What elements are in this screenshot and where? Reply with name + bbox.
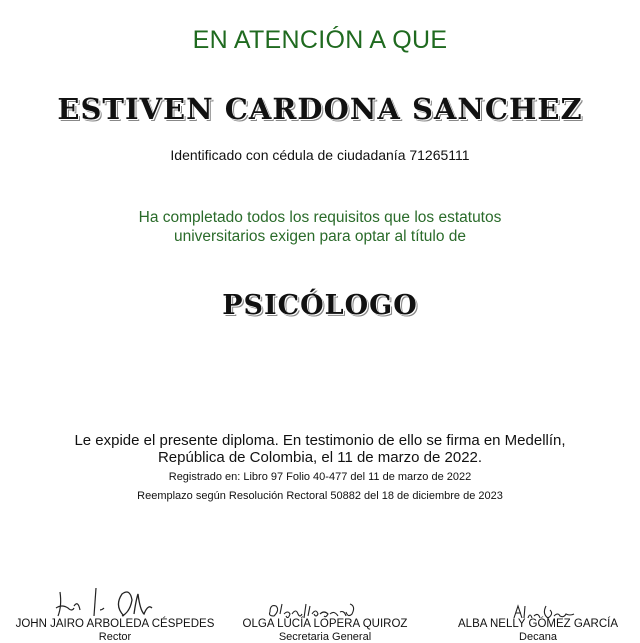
degree-title: PSICÓLOGO <box>222 290 418 321</box>
signature-rector <box>52 586 162 622</box>
issue-statement <box>0 432 640 466</box>
signatory-name: JOHN JAIRO ARBOLEDA CÉSPEDES <box>15 618 215 630</box>
replacement-note: Reemplazo según Resolución Rectoral 50882 del 18 de diciembre de 2023 <box>137 490 503 502</box>
certificate-heading: EN ATENCIÓN A QUE <box>192 26 448 54</box>
statement-line-1: Ha completado todos los requisitos que los estatutos <box>138 209 502 226</box>
registration-note: Registrado en: Libro 97 Folio 40-477 del 11 de marzo de 2022 <box>168 471 472 483</box>
statement-line-2: universitarios exigen para optar al título de <box>173 228 467 245</box>
signatory-secretaria <box>225 618 425 643</box>
signatory-name: ALBA NELLY GÓMEZ GARCÍA <box>458 618 618 630</box>
signatory-role: Decana <box>519 631 557 643</box>
recipient-name: ESTIVEN CARDONA SANCHEZ <box>57 92 583 126</box>
signatory-rector <box>0 618 230 643</box>
signatory-role: Rector <box>98 631 132 643</box>
issue-line-1: Le expide el presente diploma. En testimonio de ello se firma en Medellín, <box>74 432 566 449</box>
requirements-statement <box>0 208 640 246</box>
signatory-decana <box>438 618 638 643</box>
id-document-line: Identificado con cédula de ciudadanía 71265111 <box>170 147 470 163</box>
issue-line-2: República de Colombia, el 11 de marzo de 2022. <box>157 449 483 466</box>
signatory-role: Secretaria General <box>278 631 372 643</box>
signatory-name: OLGA LUCÍA LOPERA QUIROZ <box>242 618 408 630</box>
